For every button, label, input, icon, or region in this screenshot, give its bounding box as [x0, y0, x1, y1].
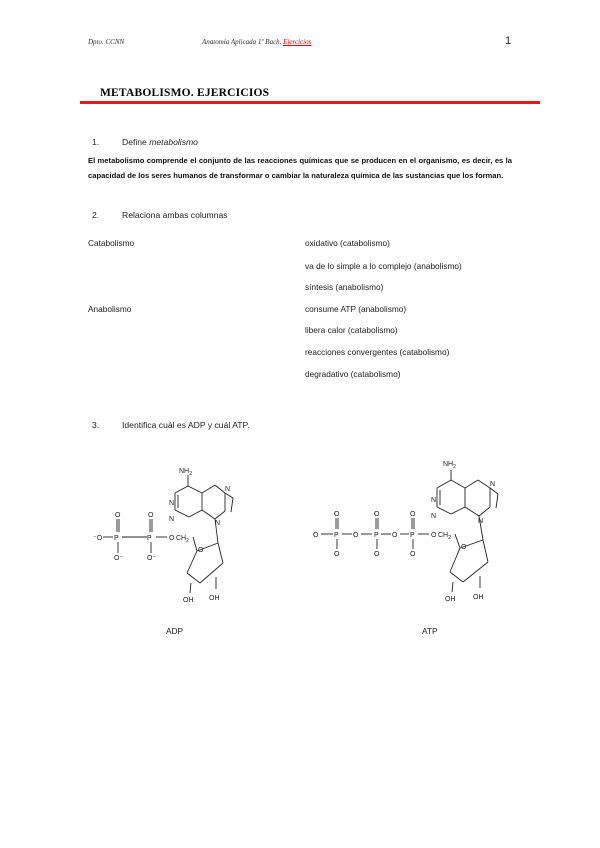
question-1-term: metabolismo	[149, 137, 198, 147]
adp-p1: P	[114, 535, 119, 542]
adp-o-bridge: O	[169, 535, 175, 542]
atp-o4: O	[334, 551, 340, 558]
adp-n3: N	[169, 516, 175, 523]
right-column-item: síntesis (anabolismo)	[305, 282, 384, 292]
atp-molecule-diagram	[305, 450, 505, 610]
atp-p1: P	[334, 532, 339, 539]
atp-nh2-text: NH	[443, 461, 454, 468]
question-1-prompt	[122, 137, 198, 147]
question-3	[92, 420, 532, 432]
adp-o-minus-2: O⁻	[147, 555, 157, 562]
atp-oh-2: OH	[473, 594, 484, 601]
question-1-answer: El metabolismo comprende el conjunto de las reacciones químicas que se producen en el organismo, es decir, es la capacidad de los seres humanos de transformar o cambiar la naturaleza química de las sustancias que los forman.	[88, 156, 512, 180]
atp-p3: P	[410, 532, 415, 539]
right-column-item: degradativo (catabolismo)	[305, 369, 401, 379]
atp-o2: O	[374, 511, 380, 518]
atp-o6: O	[410, 551, 416, 558]
adp-nh2-sub: 2	[189, 471, 192, 477]
atp-nh2	[443, 461, 456, 470]
adp-n1: N	[169, 500, 175, 507]
atp-o-bridge-1: O	[353, 532, 359, 539]
atp-n1: N	[431, 497, 437, 504]
adp-oh-2: OH	[209, 595, 220, 602]
atp-n9: N	[478, 518, 484, 525]
question-3-number: 3.	[92, 420, 100, 430]
adp-ch2-sub: 2	[186, 538, 189, 544]
atp-oh-1: OH	[445, 596, 456, 603]
page-number: 1	[505, 35, 512, 47]
right-column-item: consume ATP (anabolismo)	[305, 304, 407, 314]
atp-o-bridge-3: O	[431, 532, 437, 539]
question-1-prompt-text: Define	[122, 137, 147, 147]
atp-o1: O	[334, 511, 340, 518]
atp-caption: ATP	[422, 626, 438, 636]
adp-molecule-diagram	[85, 455, 255, 615]
atp-o-left: O	[313, 532, 319, 539]
adp-ch2	[176, 535, 189, 544]
atp-o3: O	[410, 511, 416, 518]
adp-n9: N	[215, 520, 221, 527]
right-column-item: va de lo simple a lo complejo (anabolismo)	[305, 261, 462, 271]
header-section-link[interactable]: Ejercicios	[283, 38, 312, 46]
question-1-number: 1.	[92, 137, 100, 147]
adp-p2: P	[147, 535, 152, 542]
adp-o1: O	[115, 512, 121, 519]
atp-ch2	[438, 532, 451, 541]
atp-o-bridge-2: O	[392, 532, 398, 539]
adp-o2: O	[148, 512, 154, 519]
atp-o5: O	[374, 551, 380, 558]
header-course-text: Anatomía Aplicada 1º Bach.	[202, 38, 282, 46]
question-1	[92, 137, 532, 149]
adp-ch2-text: CH	[176, 535, 187, 542]
atp-ch2-sub: 2	[448, 535, 451, 541]
atp-nh2-sub: 2	[453, 464, 456, 470]
right-column-item: oxidativo (catabolismo)	[305, 238, 390, 248]
right-column-item: reacciones convergentes (catabolismo)	[305, 347, 450, 357]
right-column-item: libera calor (catabolismo)	[305, 325, 398, 335]
adp-o-minus-1: O⁻	[114, 555, 124, 562]
adp-nh2-text: NH	[179, 468, 190, 475]
atp-n3: N	[431, 513, 437, 520]
left-column-item: Catabolismo	[88, 238, 135, 248]
atp-p2: P	[374, 532, 379, 539]
adp-caption: ADP	[166, 626, 184, 636]
atp-ch2-text: CH	[438, 532, 449, 539]
adp-ring-o: O	[198, 547, 204, 554]
adp-nh2	[179, 468, 192, 477]
left-column-item: Anabolismo	[88, 304, 132, 314]
question-2-prompt: Relaciona ambas columnas	[122, 210, 228, 220]
question-3-prompt: Identifica cuál es ADP y cuál ATP.	[122, 420, 250, 430]
question-2-number: 2.	[92, 210, 100, 220]
atp-ring-o: O	[461, 544, 467, 551]
header-dept: Dpto. CCNN	[88, 38, 125, 46]
adp-oh-1: OH	[183, 597, 194, 604]
page-title: METABOLISMO. EJERCICIOS	[100, 87, 270, 99]
header-course	[202, 38, 311, 46]
atp-n7: N	[490, 481, 496, 488]
question-2	[92, 210, 532, 222]
adp-n7: N	[225, 486, 231, 493]
adp-minus-o-left: ⁻O	[93, 535, 103, 542]
title-underline	[80, 101, 540, 104]
